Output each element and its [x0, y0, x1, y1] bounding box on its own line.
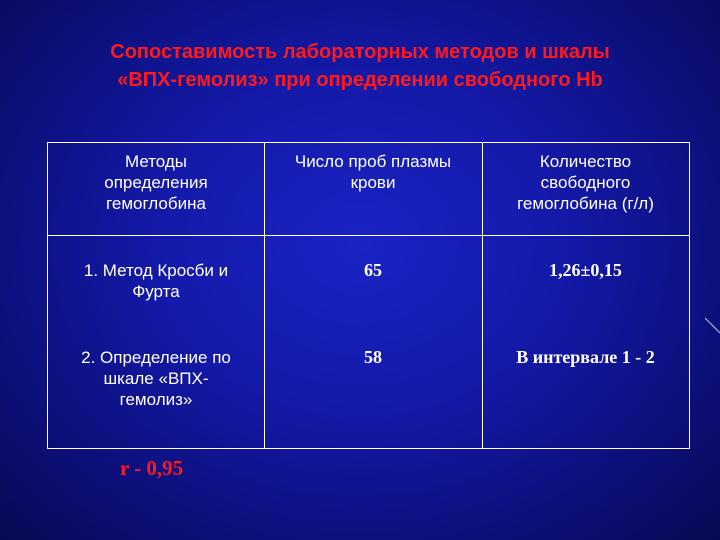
row-2-method-line: 2. Определение по — [81, 348, 231, 367]
row-1-method-line: Фурта — [132, 282, 180, 301]
header-methods-line: определения — [104, 173, 208, 192]
row-2-free-hb: В интервале 1 - 2 — [516, 347, 655, 367]
header-samples-line: Число проб плазмы — [294, 152, 452, 171]
header-free-hb-line: Количество — [539, 152, 632, 171]
row-1-free-hb: 1,26±0,15 — [549, 260, 622, 280]
header-methods-line: гемоглобина — [106, 194, 206, 213]
row-2-samples: 58 — [364, 347, 382, 367]
row-1-method-line: 1. Метод Кросби и — [83, 261, 229, 280]
title-line-1: Сопоставимость лабораторных методов и шкалы — [110, 41, 610, 63]
title-line-2: «ВПХ-гемолиз» при определении свободного Hb — [117, 69, 603, 91]
header-samples-line: крови — [350, 173, 396, 192]
header-methods-line: Методы — [124, 152, 188, 171]
header-free-hb-line: свободного — [540, 173, 631, 192]
header-free-hb-line: гемоглобина (г/л) — [517, 194, 654, 213]
correlation-label: r - 0,95 — [120, 456, 184, 480]
row-2-method-line: гемолиз» — [119, 390, 193, 409]
row-2-method-line: шкале «ВПХ- — [103, 369, 209, 388]
row-1-samples: 65 — [364, 260, 382, 280]
